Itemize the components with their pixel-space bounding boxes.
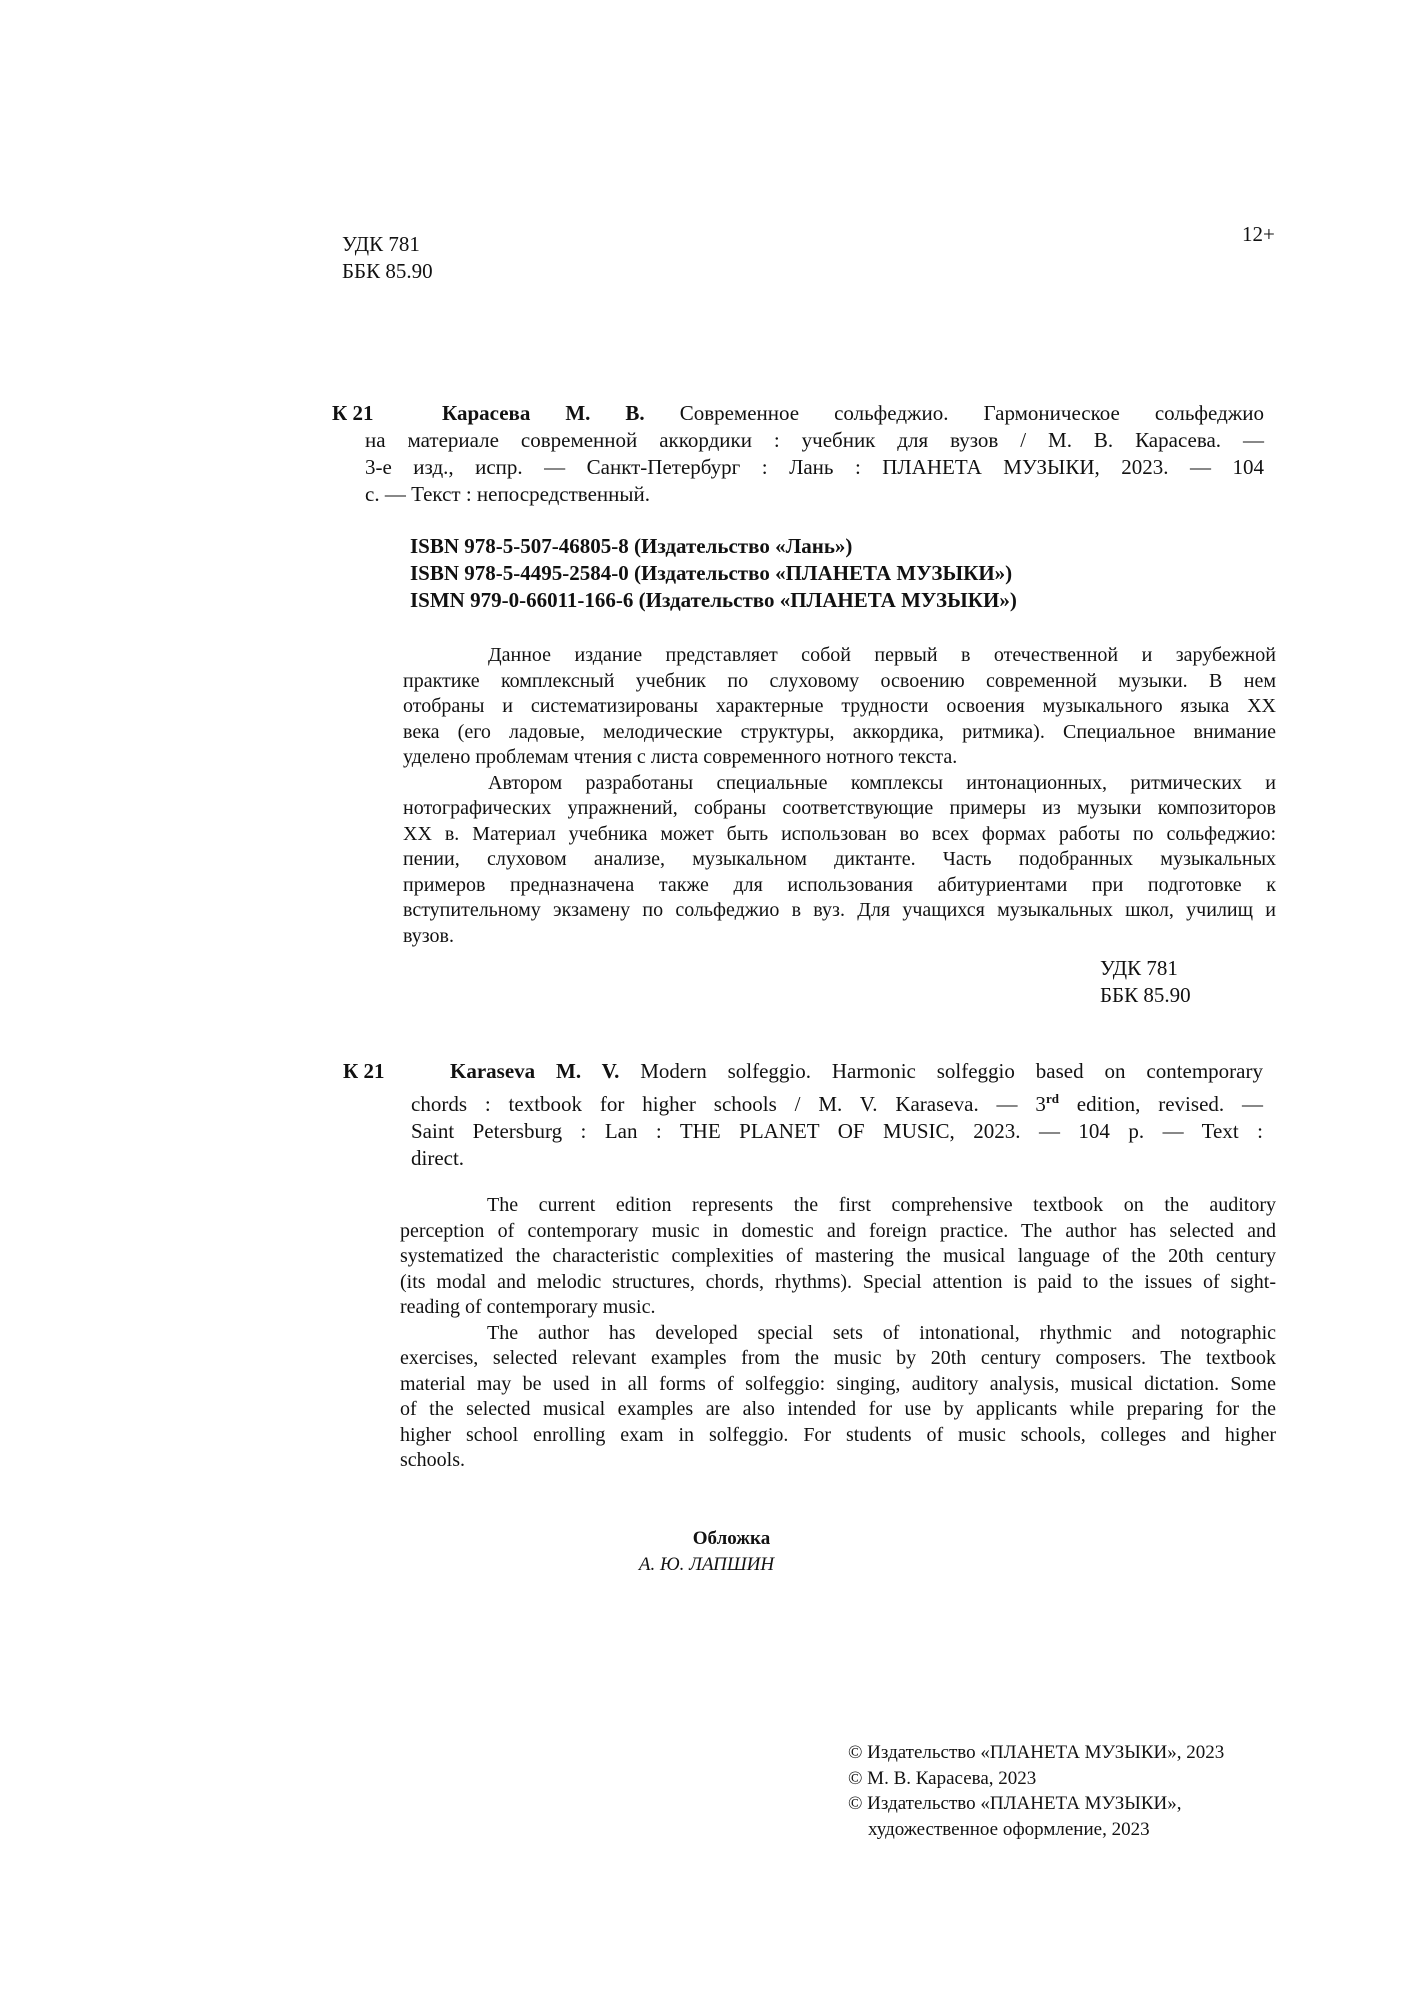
- abstract-ru-line: века (его ладовые, мелодические структуры, аккордика, ритмика). Специальное внимание: [403, 720, 1276, 743]
- abstract-ru-line: Данное издание представляет собой первый в отечественной и зарубежной: [488, 644, 1276, 666]
- cover-label: Обложка: [692, 1528, 771, 1549]
- copyright-line: © Издательство «ПЛАНЕТА МУЗЫКИ», 2023: [848, 1742, 1225, 1763]
- abstract-ru-line: примеров предназначена также для использования абитуриентами при подготовке к: [403, 873, 1276, 896]
- abstract-en-line: systematized the characteristic complexities of mastering the musical language of the 20th century: [400, 1245, 1276, 1267]
- catalog-ru-author: Карасева М. В.: [442, 401, 645, 425]
- catalog-ru-line-2: на материале современной аккордики : учебник для вузов / М. В. Карасева. —: [365, 428, 1264, 452]
- abstract-en-line: perception of contemporary music in domestic and foreign practice. The author has selected and: [400, 1219, 1276, 1242]
- copyright-line: © Издательство «ПЛАНЕТА МУЗЫКИ»,: [848, 1793, 1182, 1814]
- abstract-en-line: of the selected musical examples are also intended for use by applicants while preparing for the: [400, 1398, 1276, 1420]
- catalog-ru-line-4: с. — Текст : непосредственный.: [365, 482, 650, 506]
- abstract-en-line: schools.: [400, 1449, 465, 1471]
- bbk-code: ББК 85.90: [1100, 983, 1191, 1007]
- abstract-en-line: (its modal and melodic structures, chords, rhythms). Special attention is paid to the issues of sight-: [400, 1270, 1276, 1293]
- abstract-ru-line: вступительному экзамену по сольфеджио в вуз. Для учащихся музыкальных школ, училищ и: [403, 899, 1276, 921]
- isbn-lan: ISBN 978-5-507-46805-8 (Издательство «Лань»): [410, 534, 853, 558]
- age-rating: 12+: [1242, 222, 1275, 246]
- abstract-ru-line: отобраны и систематизированы характерные трудности освоения музыкального языка XX: [403, 695, 1276, 717]
- abstract-en-line: reading of contemporary music.: [400, 1296, 656, 1318]
- abstract-ru-line: XX в. Материал учебника может быть использован во всех формах работы по сольфеджио:: [403, 822, 1276, 845]
- catalog-ru-line-1: [332, 400, 1264, 427]
- catalog-en-line-4: direct.: [411, 1146, 465, 1170]
- catalog-en-line-1: [343, 1058, 1263, 1085]
- abstract-ru: [403, 643, 1276, 949]
- catalog-en-line-2-rest: edition, revised. —: [1058, 1092, 1264, 1116]
- isbn-planeta: ISBN 978-5-4495-2584-0 (Издательство «ПЛАНЕТА МУЗЫКИ»): [410, 561, 1013, 585]
- abstract-ru-line: пении, слуховом анализе, музыкальном диктанте. Часть подобранных музыкальных: [403, 848, 1276, 870]
- catalog-en-code: К 21: [343, 1059, 385, 1083]
- abstract-ru-line: Автором разработаны специальные комплексы интонационных, ритмических и: [488, 771, 1276, 794]
- ismn-planeta: ISMN 979-0-66011-166-6 (Издательство «ПЛАНЕТА МУЗЫКИ»): [410, 588, 1017, 612]
- catalog-en-line-3: Saint Petersburg : Lan : THE PLANET OF MUSIC, 2023. — 104 p. — Text :: [411, 1119, 1263, 1143]
- catalog-en-line-2: [343, 1085, 1263, 1118]
- classification-top: [342, 231, 433, 285]
- catalog-en-line-2-text: chords : textbook for higher schools / M. V. Karaseva. — 3: [411, 1092, 1046, 1116]
- catalog-en-author: Karaseva M. V.: [450, 1059, 620, 1083]
- catalog-ru-code: К 21: [332, 401, 374, 425]
- abstract-en-line: material may be used in all forms of solfeggio: singing, auditory analysis, musical dictation. Some: [400, 1372, 1276, 1395]
- abstract-en-line: The current edition represents the first comprehensive textbook on the auditory: [487, 1194, 1276, 1216]
- cover-artist: А. Ю. ЛАПШИН: [638, 1554, 775, 1575]
- abstract-en-line: higher school enrolling exam in solfeggio. For students of music schools, colleges and higher: [400, 1423, 1276, 1446]
- bbk-code: ББК 85.90: [342, 259, 433, 283]
- catalog-en-line-1-text: Modern solfeggio. Harmonic solfeggio based on contemporary: [640, 1059, 1263, 1083]
- classification-bottom: [1100, 955, 1191, 1009]
- catalog-ru-line-1-text: Современное сольфеджио. Гармоническое сольфеджио: [679, 401, 1265, 425]
- abstract-ru-line: нотографических упражнений, собраны соответствующие примеры из музыки композиторов: [403, 797, 1276, 819]
- abstract-ru-line: вузов.: [403, 924, 454, 947]
- udk-code: УДК 781: [342, 232, 420, 256]
- abstract-en: [400, 1193, 1276, 1474]
- copyright-block: [848, 1740, 1224, 1842]
- copyright-line: © М. В. Карасева, 2023: [848, 1767, 1037, 1789]
- copyright-line: художественное оформление, 2023: [868, 1818, 1150, 1840]
- abstract-ru-line: практике комплексный учебник по слуховому освоению современной музыки. В нем: [403, 669, 1276, 692]
- isbn-list: [410, 533, 1017, 614]
- catalog-ru-line-3: 3-е изд., испр. — Санкт-Петербург : Лань : ПЛАНЕТА МУЗЫКИ, 2023. — 104: [365, 455, 1264, 479]
- abstract-ru-line: уделено проблемам чтения с листа современного нотного текста.: [403, 746, 958, 768]
- abstract-en-line: exercises, selected relevant examples from the music by 20th century composers. The textbook: [400, 1347, 1276, 1369]
- abstract-en-line: The author has developed special sets of intonational, rhythmic and notographic: [487, 1321, 1276, 1344]
- cover-credit: [0, 1526, 1413, 1578]
- ordinal-suffix: rd: [1045, 1091, 1059, 1106]
- udk-code: УДК 781: [1100, 956, 1178, 980]
